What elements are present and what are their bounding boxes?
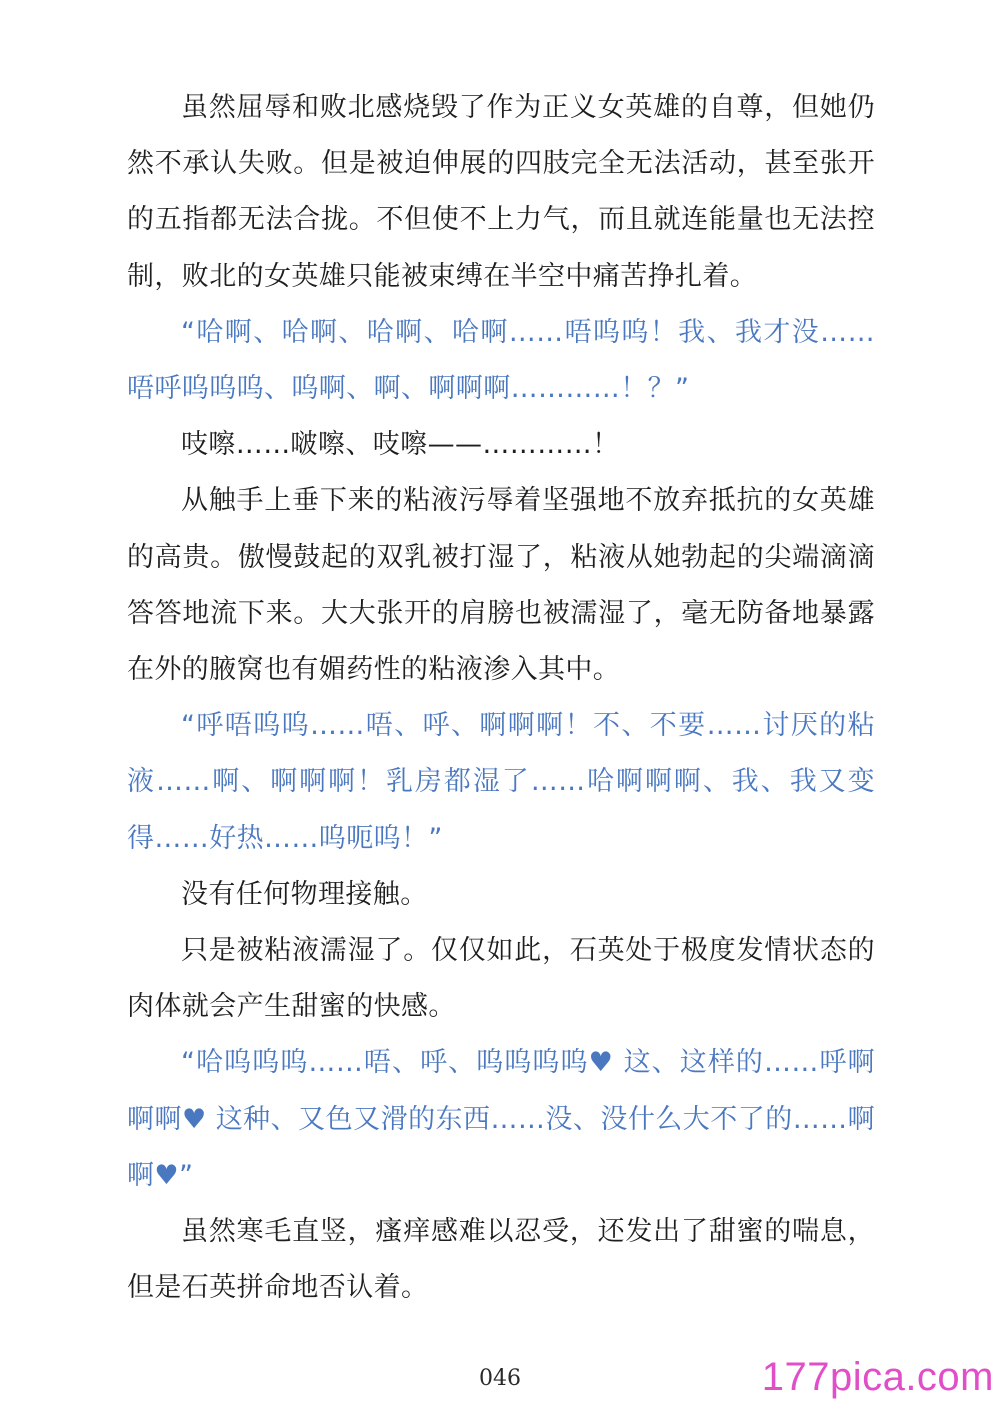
- paragraph-narration: 没有任何物理接触。: [181, 878, 428, 910]
- paragraph-dialogue: “哈啊、哈啊、哈啊、哈啊……唔呜呜！我、我才没……唔呼呜呜呜、呜啊、啊、啊啊啊…………！？”: [127, 316, 875, 405]
- watermark: 177pica.com: [761, 1355, 994, 1399]
- paragraph-dialogue: “哈呜呜呜……唔、呼、呜呜呜呜♥ 这、这样的……呼啊啊啊♥ 这种、又色又滑的东西……没、没什么大不了的……啊啊♥”: [127, 1047, 875, 1191]
- paragraph-narration: 虽然寒毛直竖，瘙痒感难以忍受，还发出了甜蜜的喘息，但是石英拼命地否认着。: [127, 1216, 875, 1304]
- page-number: 046: [479, 1366, 521, 1391]
- paragraph-dialogue: “呼唔呜呜……唔、呼、啊啊啊！不、不要……讨厌的粘液……啊、啊啊啊！乳房都湿了……哈啊啊啊、我、我又变得……好热……呜呃呜！”: [127, 710, 875, 854]
- paragraph-narration: 从触手上垂下来的粘液污辱着坚强地不放弃抵抗的女英雄的高贵。傲慢鼓起的双乳被打湿了，粘液从她勃起的尖端滴滴答答地流下来。大大张开的肩膀也被濡湿了，毫无防备地暴露在外的腋窝也有媚药性的粘液渗入其中。: [127, 485, 875, 686]
- body-text: [127, 80, 875, 1316]
- paragraph-narration: 只是被粘液濡湿了。仅仅如此，石英处于极度发情状态的肉体就会产生甜蜜的快感。: [127, 935, 875, 1023]
- paragraph-sound-effect: 吱嚓……啵嚓、吱嚓——…………！: [181, 429, 620, 461]
- paragraph-narration: 虽然屈辱和败北感烧毁了作为正义女英雄的自尊，但她仍然不承认失败。但是被迫伸展的四肢完全无法活动，甚至张开的五指都无法合拢。不但使不上力气，而且就连能量也无法控制，败北的女英雄只能被束缚在半空中痛苦挣扎着。: [127, 92, 875, 292]
